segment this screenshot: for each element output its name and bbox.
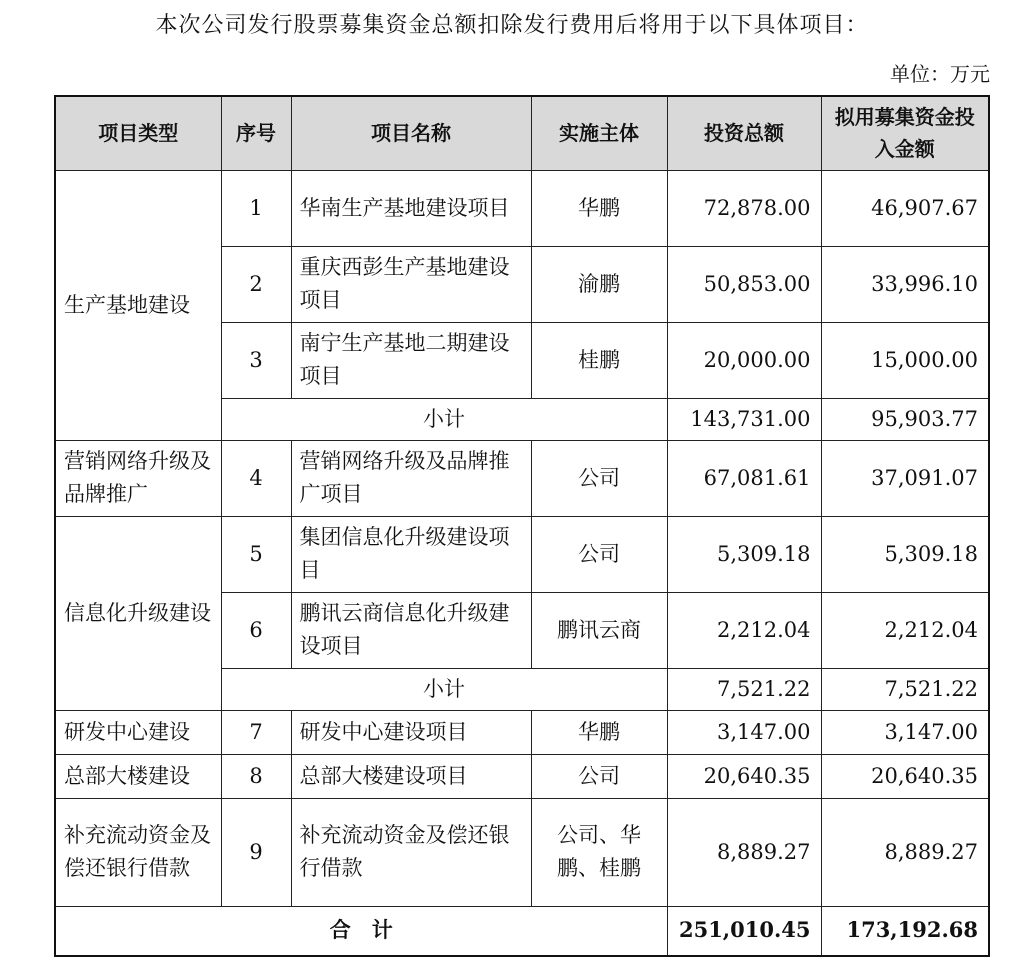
row-entity: 公司 [531, 440, 667, 516]
row-seq: 6 [221, 592, 291, 668]
row-total: 50,853.00 [667, 246, 821, 322]
group-production: 生产基地建设 [55, 170, 221, 440]
row-entity: 公司 [531, 516, 667, 592]
row-raised: 5,309.18 [821, 516, 989, 592]
unit-label: 单位：万元 [890, 62, 990, 86]
projects-table [54, 95, 990, 957]
header-total: 投资总额 [667, 96, 821, 170]
row-total: 67,081.61 [667, 440, 821, 516]
row-raised: 2,212.04 [821, 592, 989, 668]
row-total: 20,640.35 [667, 754, 821, 798]
row-total: 3,147.00 [667, 710, 821, 754]
row-entity: 华鹏 [531, 170, 667, 246]
row-raised: 15,000.00 [821, 322, 989, 398]
row-raised: 3,147.00 [821, 710, 989, 754]
row-seq: 8 [221, 754, 291, 798]
row-name: 华南生产基地建设项目 [291, 170, 531, 246]
row-seq: 2 [221, 246, 291, 322]
row-seq: 9 [221, 798, 291, 906]
subtotal-raised: 95,903.77 [821, 398, 989, 440]
header-name: 项目名称 [291, 96, 531, 170]
header-raised: 拟用募集资金投入金额 [821, 96, 989, 170]
row-name: 集团信息化升级建设项目 [291, 516, 531, 592]
row-entity: 渝鹏 [531, 246, 667, 322]
row-name: 南宁生产基地二期建设项目 [291, 322, 531, 398]
row-name: 鹏讯云商信息化升级建设项目 [291, 592, 531, 668]
row-name: 总部大楼建设项目 [291, 754, 531, 798]
row-seq: 4 [221, 440, 291, 516]
group-marketing: 营销网络升级及品牌推广 [55, 440, 221, 516]
row-total: 2,212.04 [667, 592, 821, 668]
row-raised: 8,889.27 [821, 798, 989, 906]
group-rnd: 研发中心建设 [55, 710, 221, 754]
header-row [55, 96, 989, 170]
row-total: 5,309.18 [667, 516, 821, 592]
grand-total-raised: 173,192.68 [821, 906, 989, 956]
table-row [55, 754, 989, 798]
subtotal-total: 7,521.22 [667, 668, 821, 710]
group-it-upgrade: 信息化升级建设 [55, 516, 221, 710]
grand-total-row [55, 906, 989, 956]
group-hq: 总部大楼建设 [55, 754, 221, 798]
row-entity: 鹏讯云商 [531, 592, 667, 668]
header-seq: 序号 [221, 96, 291, 170]
row-seq: 5 [221, 516, 291, 592]
row-entity: 华鹏 [531, 710, 667, 754]
table-row [55, 170, 989, 246]
grand-total-label: 合 计 [55, 906, 667, 956]
row-entity: 公司 [531, 754, 667, 798]
row-seq: 7 [221, 710, 291, 754]
table-row [55, 798, 989, 906]
header-entity: 实施主体 [531, 96, 667, 170]
table-row [55, 710, 989, 754]
row-total: 20,000.00 [667, 322, 821, 398]
row-name: 重庆西彭生产基地建设项目 [291, 246, 531, 322]
row-raised: 33,996.10 [821, 246, 989, 322]
row-total: 72,878.00 [667, 170, 821, 246]
row-total: 8,889.27 [667, 798, 821, 906]
table-row [55, 516, 989, 592]
row-entity: 桂鹏 [531, 322, 667, 398]
header-type: 项目类型 [55, 96, 221, 170]
subtotal-label: 小计 [221, 398, 667, 440]
row-raised: 20,640.35 [821, 754, 989, 798]
subtotal-raised: 7,521.22 [821, 668, 989, 710]
row-raised: 37,091.07 [821, 440, 989, 516]
row-seq: 1 [221, 170, 291, 246]
row-name: 营销网络升级及品牌推广项目 [291, 440, 531, 516]
row-name: 研发中心建设项目 [291, 710, 531, 754]
row-seq: 3 [221, 322, 291, 398]
grand-total-total: 251,010.45 [667, 906, 821, 956]
row-entity: 公司、华鹏、桂鹏 [531, 798, 667, 906]
table-row [55, 440, 989, 516]
subtotal-total: 143,731.00 [667, 398, 821, 440]
group-working-capital: 补充流动资金及偿还银行借款 [55, 798, 221, 906]
intro-text: 本次公司发行股票募集资金总额扣除发行费用后将用于以下具体项目： [155, 13, 869, 38]
subtotal-label: 小计 [221, 668, 667, 710]
row-name: 补充流动资金及偿还银行借款 [291, 798, 531, 906]
row-raised: 46,907.67 [821, 170, 989, 246]
